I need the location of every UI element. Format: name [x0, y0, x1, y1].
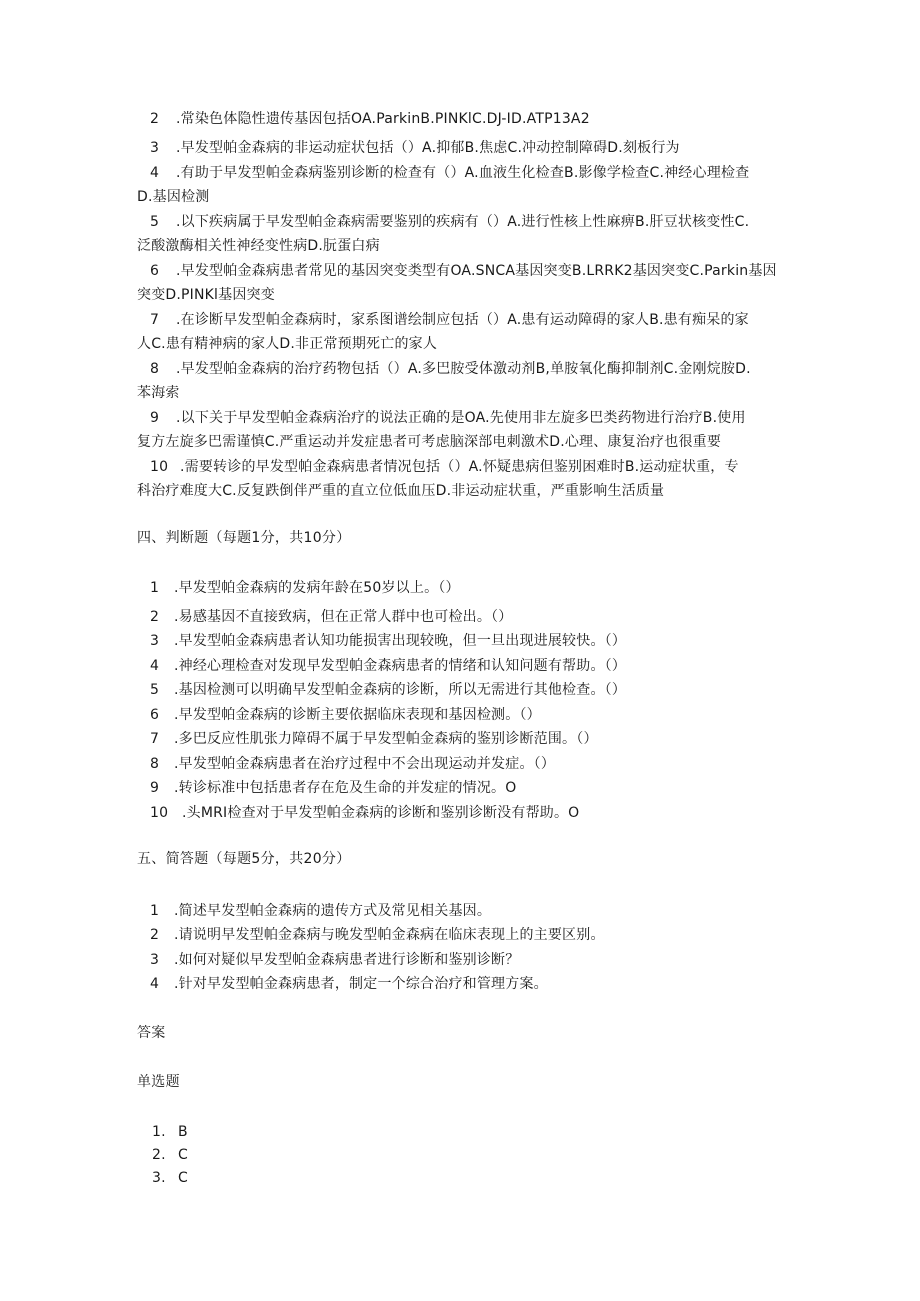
question-9-line-2: 复方左旋多巴需谨慎C.严重运动并发症患者可考虑脑深部电刺激术D.心理、康复治疗也很重要 — [137, 434, 722, 450]
question-8-line-1: 8 .早发型帕金森病的治疗药物包括（）A.多巴胺受体激动剂B,单胺氧化酶抑制剂C.金刚烷胺D. — [150, 361, 751, 377]
answer-item-1: 1. B — [152, 1124, 188, 1140]
judge-item-7: 7 .多巴反应性肌张力障碍不属于早发型帕金森病的鉴别诊断范围。（） — [150, 731, 598, 747]
short-item-2: 2 .请说明早发型帕金森病与晚发型帕金森病在临床表现上的主要区别。 — [150, 927, 605, 943]
question-8-line-2: 苯海索 — [137, 385, 180, 401]
question-5-line-1: 5 .以下疾病属于早发型帕金森病需要鉴别的疾病有（）A.进行性核上性麻痹B.肝豆状核变性C. — [150, 214, 750, 230]
answer-item-3: 3. C — [152, 1170, 188, 1186]
answers-subtitle: 单选题 — [137, 1074, 180, 1090]
short-item-3: 3 .如何对疑似早发型帕金森病患者进行诊断和鉴别诊断？ — [150, 952, 520, 968]
answers-title: 答案 — [137, 1025, 166, 1041]
judge-item-4: 4 .神经心理检查对发现早发型帕金森病患者的情绪和认知问题有帮助。（） — [150, 658, 627, 674]
question-2-line-1: 2 .常染色体隐性遗传基因包括OA.ParkinB.PINKlC.DJ-ID.ATP13A2 — [150, 111, 590, 127]
question-10-line-2: 科治疗难度大C.反复跌倒伴严重的直立位低血压D.非运动症状重，严重影响生活质量 — [137, 483, 665, 499]
question-5-line-2: 泛酸激酶相关性神经变性病D.朊蛋白病 — [137, 238, 380, 254]
question-7-line-2: 人C.患有精神病的家人D.非正常预期死亡的家人 — [137, 336, 438, 352]
judge-item-10: 10 .头MRI检查对于早发型帕金森病的诊断和鉴别诊断没有帮助。O — [150, 805, 580, 821]
judge-item-8: 8 .早发型帕金森病患者在治疗过程中不会出现运动并发症。（） — [150, 756, 556, 772]
judge-item-2: 2 .易感基因不直接致病，但在正常人群中也可检出。（） — [150, 609, 513, 625]
short-item-4: 4 .针对早发型帕金森病患者，制定一个综合治疗和管理方案。 — [150, 976, 548, 992]
judge-item-3: 3 .早发型帕金森病患者认知功能损害出现较晚，但一旦出现进展较快。（） — [150, 633, 627, 649]
short-section-title: 五、简答题（每题5分，共20分） — [137, 851, 351, 867]
question-6-line-2: 突变D.PINKl基因突变 — [137, 287, 275, 303]
judge-item-9: 9 .转诊标准中包括患者存在危及生命的并发症的情况。O — [150, 780, 517, 796]
question-6-line-1: 6 .早发型帕金森病患者常见的基因突变类型有OA.SNCA基因突变B.LRRK2基因突变C.Parkin基因 — [150, 263, 777, 279]
short-item-1: 1 .简述早发型帕金森病的遗传方式及常见相关基因。 — [150, 903, 492, 919]
question-3-line-1: 3 .早发型帕金森病的非运动症状包括（）A.抑郁B.焦虑C.冲动控制障碍D.刻板行为 — [150, 140, 680, 156]
answer-item-2: 2. C — [152, 1147, 188, 1163]
question-4-line-1: 4 .有助于早发型帕金森病鉴别诊断的检查有（）A.血液生化检查B.影像学检查C.神经心理检查 — [150, 165, 750, 181]
question-4-line-2: D.基因检测 — [137, 189, 210, 205]
judge-item-6: 6 .早发型帕金森病的诊断主要依据临床表现和基因检测。（） — [150, 707, 541, 723]
question-7-line-1: 7 .在诊断早发型帕金森病时，家系图谱绘制应包括（）A.患有运动障碍的家人B.患有痴呆的家 — [150, 312, 749, 328]
question-10-line-1: 10 .需要转诊的早发型帕金森病患者情况包括（）A.怀疑患病但鉴别困难时B.运动症状重，专 — [150, 459, 739, 475]
question-9-line-1: 9 .以下关于早发型帕金森病治疗的说法正确的是OA.先使用非左旋多巴类药物进行治疗B.使用 — [150, 410, 746, 426]
judge-item-1: 1 .早发型帕金森病的发病年龄在50岁以上。（） — [150, 580, 460, 596]
judge-item-5: 5 .基因检测可以明确早发型帕金森病的诊断，所以无需进行其他检查。（） — [150, 682, 627, 698]
judge-section-title: 四、判断题（每题1分，共10分） — [137, 530, 351, 546]
